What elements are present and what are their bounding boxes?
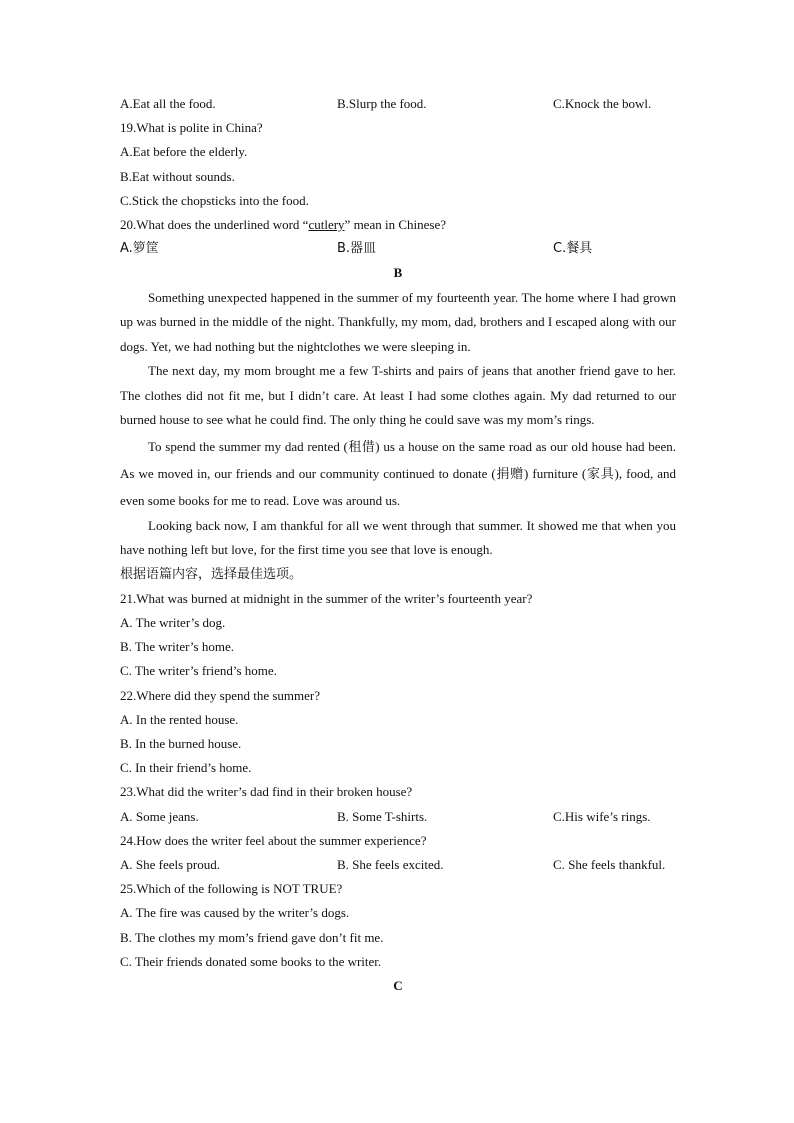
passage-paragraph-1: Something unexpected happened in the summer of my fourteenth year. The home where I had grown up was burned in the middle of the night. Thankfully, my mom, dad, brothers and I escaped along with our dogs. Yet, we had nothing but the nightclothes we were sleeping in. bbox=[120, 289, 676, 354]
q25-option-b: B. The clothes my mom’s friend gave don’t fit me. bbox=[120, 929, 384, 945]
q22-option-c: C. In their friend’s home. bbox=[120, 760, 252, 776]
exam-page bbox=[120, 92, 676, 998]
q24-options bbox=[120, 853, 676, 877]
section-heading-b: B bbox=[393, 265, 403, 281]
instruction: 根据语篇内容，选择最佳选项。 bbox=[120, 566, 303, 582]
option-b: B.Slurp the food. bbox=[337, 96, 427, 111]
section-heading-c: C bbox=[393, 978, 403, 994]
question-20 bbox=[120, 213, 676, 237]
option-c: C.His wife’s rings. bbox=[553, 808, 651, 824]
q19-option-a: A.Eat before the elderly. bbox=[120, 144, 248, 160]
option-c: C.Knock the bowl. bbox=[553, 96, 652, 111]
option-a: A.箩筐 bbox=[120, 241, 159, 257]
passage-paragraph-2: The next day, my mom brought me a few T-shirts and pairs of jeans that another friend gave to her. The clothes did not fit me, but I didn’t care. At least I had some clothes again. My dad returned to our burned house to see what he could find. The only thing he could save was my mom’s rings. bbox=[120, 363, 676, 428]
passage-paragraph-4: Looking back now, I am thankful for all we went through that summer. It showed me that when you have nothing left but love, for the first time you see that love is enough. bbox=[120, 517, 676, 558]
q21-option-a: A. The writer’s dog. bbox=[120, 615, 226, 631]
q25-option-c: C. Their friends donated some books to the writer. bbox=[120, 953, 382, 969]
q20-options bbox=[120, 237, 676, 261]
q21-option-c: C. The writer’s friend’s home. bbox=[120, 663, 277, 679]
q22-option-b: B. In the burned house. bbox=[120, 736, 242, 752]
option-b: B. She feels excited. bbox=[337, 857, 444, 873]
option-a: A. Some jeans. bbox=[120, 808, 199, 824]
question-22: 22.Where did they spend the summer? bbox=[120, 687, 320, 703]
question-24: 24.How does the writer feel about the summer experience? bbox=[120, 832, 427, 848]
q21-option-b: B. The writer’s home. bbox=[120, 639, 234, 655]
q25-option-a: A. The fire was caused by the writer’s dogs. bbox=[120, 905, 350, 921]
q20-text-post: ” mean in Chinese? bbox=[344, 217, 446, 233]
q22-option-a: A. In the rented house. bbox=[120, 711, 239, 727]
passage-paragraph-3: To spend the summer my dad rented (租借) us a house on the same road as our old house had been. As we moved in, our friends and our community continued to donate (捐赠) furniture (家具), food, and even some books for me to read. Love was around us. bbox=[120, 438, 676, 508]
q19-option-b: B.Eat without sounds. bbox=[120, 168, 235, 184]
q18-options bbox=[120, 92, 676, 116]
q23-options bbox=[120, 805, 676, 829]
option-c: C.餐具 bbox=[553, 241, 593, 257]
q20-text-pre: 20.What does the underlined word “ bbox=[120, 217, 309, 233]
option-b: B. Some T-shirts. bbox=[337, 808, 428, 824]
question-19: 19.What is polite in China? bbox=[120, 120, 263, 136]
question-25: 25.Which of the following is NOT TRUE? bbox=[120, 881, 343, 897]
underlined-word: cutlery bbox=[308, 217, 345, 233]
option-b: B.器皿 bbox=[337, 241, 377, 257]
question-21: 21.What was burned at midnight in the summer of the writer’s fourteenth year? bbox=[120, 590, 533, 606]
q19-option-c: C.Stick the chopsticks into the food. bbox=[120, 192, 309, 208]
option-a: A. She feels proud. bbox=[120, 857, 221, 873]
option-a: A.Eat all the food. bbox=[120, 96, 216, 111]
option-c: C. She feels thankful. bbox=[553, 857, 666, 873]
question-23: 23.What did the writer’s dad find in their broken house? bbox=[120, 784, 413, 800]
